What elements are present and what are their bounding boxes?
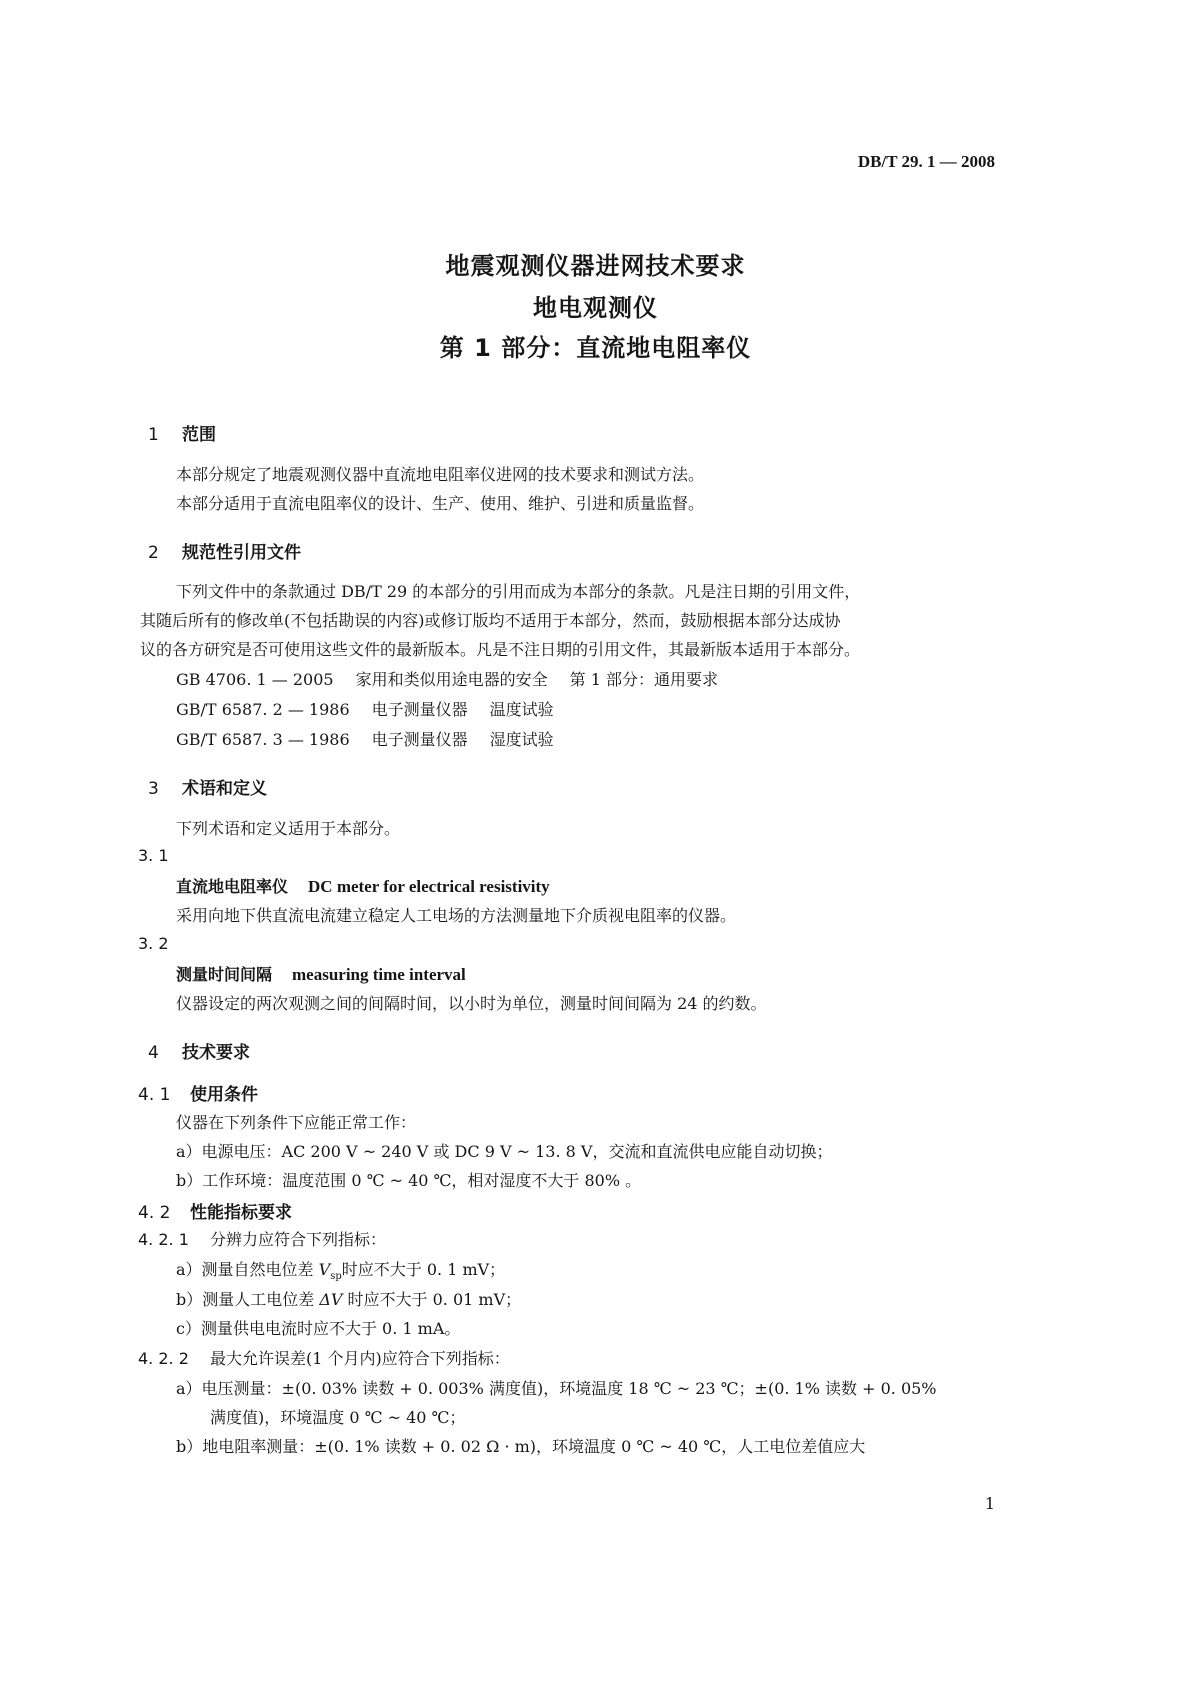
- reference-item: [176, 667, 718, 690]
- reference-title: 电子测量仪器: [371, 730, 468, 749]
- paragraph: 其随后所有的修改单(不包括勘误的内容)或修订版均不适用于本部分，然而，鼓励根据本部分达成协: [140, 611, 841, 630]
- list-item: a）电压测量：±(0. 03% 读数 + 0. 003% 满度值)，环境温度 18 ℃ ~ 23 ℃；±(0. 1% 读数 + 0. 05%: [176, 1379, 937, 1398]
- section-title: 技术要求: [182, 1043, 250, 1063]
- list-item-continued: 满度值)，环境温度 0 ℃ ~ 40 ℃；: [210, 1408, 466, 1427]
- subsection-heading: [138, 1198, 292, 1223]
- subsection-number: 4. 1: [138, 1085, 171, 1105]
- list-item: c）测量供电电流时应不大于 0. 1 mA。: [176, 1319, 461, 1338]
- title-line-1: 地震观测仪器进网技术要求: [445, 252, 746, 280]
- term-cn: 测量时间间隔: [176, 965, 273, 984]
- section-4-heading: [148, 1038, 250, 1063]
- subsection-title: 性能指标要求: [190, 1203, 292, 1223]
- term-en: measuring time interval: [292, 965, 466, 984]
- paragraph: 下列文件中的条款通过 DB/T 29 的本部分的引用而成为本部分的条款。凡是注日期的引用文件，: [176, 582, 861, 601]
- list-item: a）电源电压：AC 200 V ~ 240 V 或 DC 9 V ~ 13. 8 V，交流和直流供电应能自动切换；: [176, 1142, 833, 1161]
- paragraph: 本部分适用于直流电阻率仪的设计、生产、使用、维护、引进和质量监督。: [176, 494, 705, 513]
- section-1-heading: [148, 420, 216, 445]
- clause-title: 分辨力应符合下列指标：: [210, 1230, 387, 1249]
- section-title: 范围: [182, 425, 216, 445]
- text: b）测量人工电位差: [176, 1290, 320, 1309]
- term-number: 3. 1: [138, 846, 169, 865]
- section-2-heading: [148, 538, 301, 563]
- reference-title: 电子测量仪器: [371, 700, 468, 719]
- page-number: 1: [984, 1494, 995, 1513]
- term-heading: [176, 874, 550, 897]
- list-item: [176, 1257, 505, 1282]
- clause-heading: [138, 1227, 386, 1250]
- clause-heading: [138, 1346, 510, 1369]
- reference-part: 温度试验: [489, 700, 554, 719]
- term-en: DC meter for electrical resistivity: [308, 877, 550, 896]
- reference-part: 第 1 部分：通用要求: [569, 670, 718, 689]
- reference-title: 家用和类似用途电器的安全: [355, 670, 548, 689]
- reference-item: [176, 697, 554, 720]
- list-item: b）工作环境：温度范围 0 ℃ ~ 40 ℃，相对湿度不大于 80% 。: [176, 1171, 642, 1190]
- reference-code: GB 4706. 1 — 2005: [176, 670, 334, 689]
- term-cn: 直流地电阻率仪: [176, 877, 289, 896]
- list-item: [176, 1287, 521, 1310]
- section-number: 3: [148, 779, 159, 799]
- list-item: b）地电阻率测量：±(0. 1% 读数 + 0. 02 Ω · m)，环境温度 0 ℃ ~ 40 ℃，人工电位差值应大: [176, 1437, 866, 1456]
- clause-number: 4. 2. 1: [138, 1230, 189, 1249]
- term-heading: [176, 962, 466, 985]
- paragraph: 本部分规定了地震观测仪器中直流地电阻率仪进网的技术要求和测试方法。: [176, 465, 705, 484]
- reference-part: 湿度试验: [489, 730, 554, 749]
- clause-title: 最大允许误差(1 个月内)应符合下列指标：: [210, 1349, 510, 1368]
- section-3-heading: [148, 774, 267, 799]
- reference-code: GB/T 6587. 2 — 1986: [176, 700, 350, 719]
- title-line-3: 第 1 部分：直流地电阻率仪: [439, 334, 752, 362]
- standard-code: DB/T 29. 1 — 2008: [857, 152, 995, 171]
- paragraph: 仪器在下列条件下应能正常工作：: [176, 1113, 417, 1132]
- reference-item: [176, 727, 554, 750]
- term-number: 3. 2: [138, 934, 169, 953]
- section-number: 4: [148, 1043, 159, 1063]
- clause-number: 4. 2. 2: [138, 1349, 189, 1368]
- section-number: 2: [148, 543, 159, 563]
- section-title: 术语和定义: [182, 779, 267, 799]
- section-number: 1: [148, 425, 159, 445]
- subsection-title: 使用条件: [190, 1085, 258, 1105]
- text: a）测量自然电位差: [176, 1260, 319, 1279]
- paragraph: 下列术语和定义适用于本部分。: [176, 819, 401, 838]
- reference-code: GB/T 6587. 3 — 1986: [176, 730, 350, 749]
- subsection-heading: [138, 1080, 258, 1105]
- variable: ΔV: [319, 1290, 343, 1309]
- subscript: sp: [330, 1271, 342, 1283]
- term-definition: 采用向地下供直流电流建立稳定人工电场的方法测量地下介质视电阻率的仪器。: [176, 906, 737, 925]
- section-title: 规范性引用文件: [182, 543, 301, 563]
- text: 时应不大于 0. 1 mV；: [341, 1260, 506, 1279]
- title-line-2: 地电观测仪: [533, 294, 658, 322]
- text: 时应不大于 0. 01 mV；: [342, 1290, 522, 1309]
- paragraph: 议的各方研究是否可使用这些文件的最新版本。凡是不注日期的引用文件，其最新版本适用于本部分。: [140, 640, 861, 659]
- variable: V: [318, 1260, 331, 1279]
- term-definition: 仪器设定的两次观测之间的间隔时间，以小时为单位，测量时间间隔为 24 的约数。: [176, 994, 767, 1013]
- subsection-number: 4. 2: [138, 1203, 171, 1223]
